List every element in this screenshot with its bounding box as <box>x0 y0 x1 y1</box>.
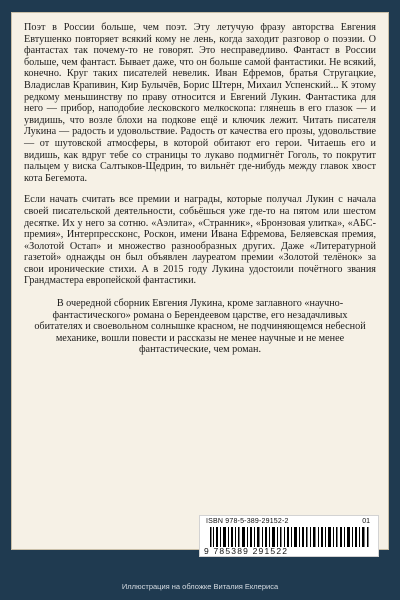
issue-code: 01 <box>362 518 370 525</box>
isbn-text: ISBN 978-5-389-29152-2 <box>206 518 289 525</box>
ean-digits: 9 785389 291522 <box>204 546 289 556</box>
annotation-paragraph-2: Если начать считать все премии и награды, которые получал Лукин с начала своей писательской деятельности, собьёшься уже где-то на пятом или шестом десятке. Их у него за сотню. «Аэлита», «Странник», «Бронзовая улитка», «АБС-премия», Интерпрессконс, Роскон, имени Ивана Ефремова, Беляевская премия, «Золотой Остап» и множество разнообразных других. Даже «Литературной газетой» однажды он был объявлен лауреатом премии «Золотой телёнок» за свои иронические стихи. А в 2015 году Лукина удостоили почётного звания Грандмастера европейской фантастики. <box>24 194 376 287</box>
annotation-paragraph-3: В очередной сборник Евгения Лукина, кроме заглавного «научно-фантастического» романа о Берендеевом царстве, его незадачливых обитателях и своевольном солнышке красном, не подчиняющемся небесной механике, вошли повести и рассказы не менее научные и не менее фантастические, чем роман. <box>34 298 366 356</box>
illustration-credit: Иллюстрация на обложке Виталия Еклериса <box>121 582 279 591</box>
annotation-paragraph-1: Поэт в России больше, чем поэт. Эту летучую фразу авторства Евгения Евтушенко повторяет всякий кому не лень, когда заходит разговор о поэзии. О фантастах так почему-то не говорят. Это несправедливо. Фантаст в России больше, чем фантаст. Бывает даже, что он больше самой фантастики. Не всякий, конечно. Круг таких писателей невелик. Иван Ефремов, братья Стругацкие, Владислав Крапивин, Кир Булычёв, Борис Штерн, Михаил Успенский... К этому редкому меньшинству по праву относится и Евгений Лукин. Фантастика для него — прибор, наподобие лесковского мелкоскопа: глянешь в его глазок — и увидишь, что возле блохи на подкове ещё и ключик лежит. Читать писателя Лукина — радость и удовольствие. Радость от качества его прозы, удовольствие — от шутовской атмосферы, в которой обитают его герои. Читаешь его и видишь, как вдруг тебе со страницы то лукаво подмигнёт Гоголь, то покрутит пальцем у виска Салтыков-Щедрин, то вильнёт где-нибудь между главок хвост кота Бегемота. <box>24 22 376 184</box>
barcode-block <box>199 515 379 557</box>
barcode-icon <box>210 527 370 547</box>
text-panel <box>11 12 389 556</box>
annotation-text <box>24 22 376 356</box>
